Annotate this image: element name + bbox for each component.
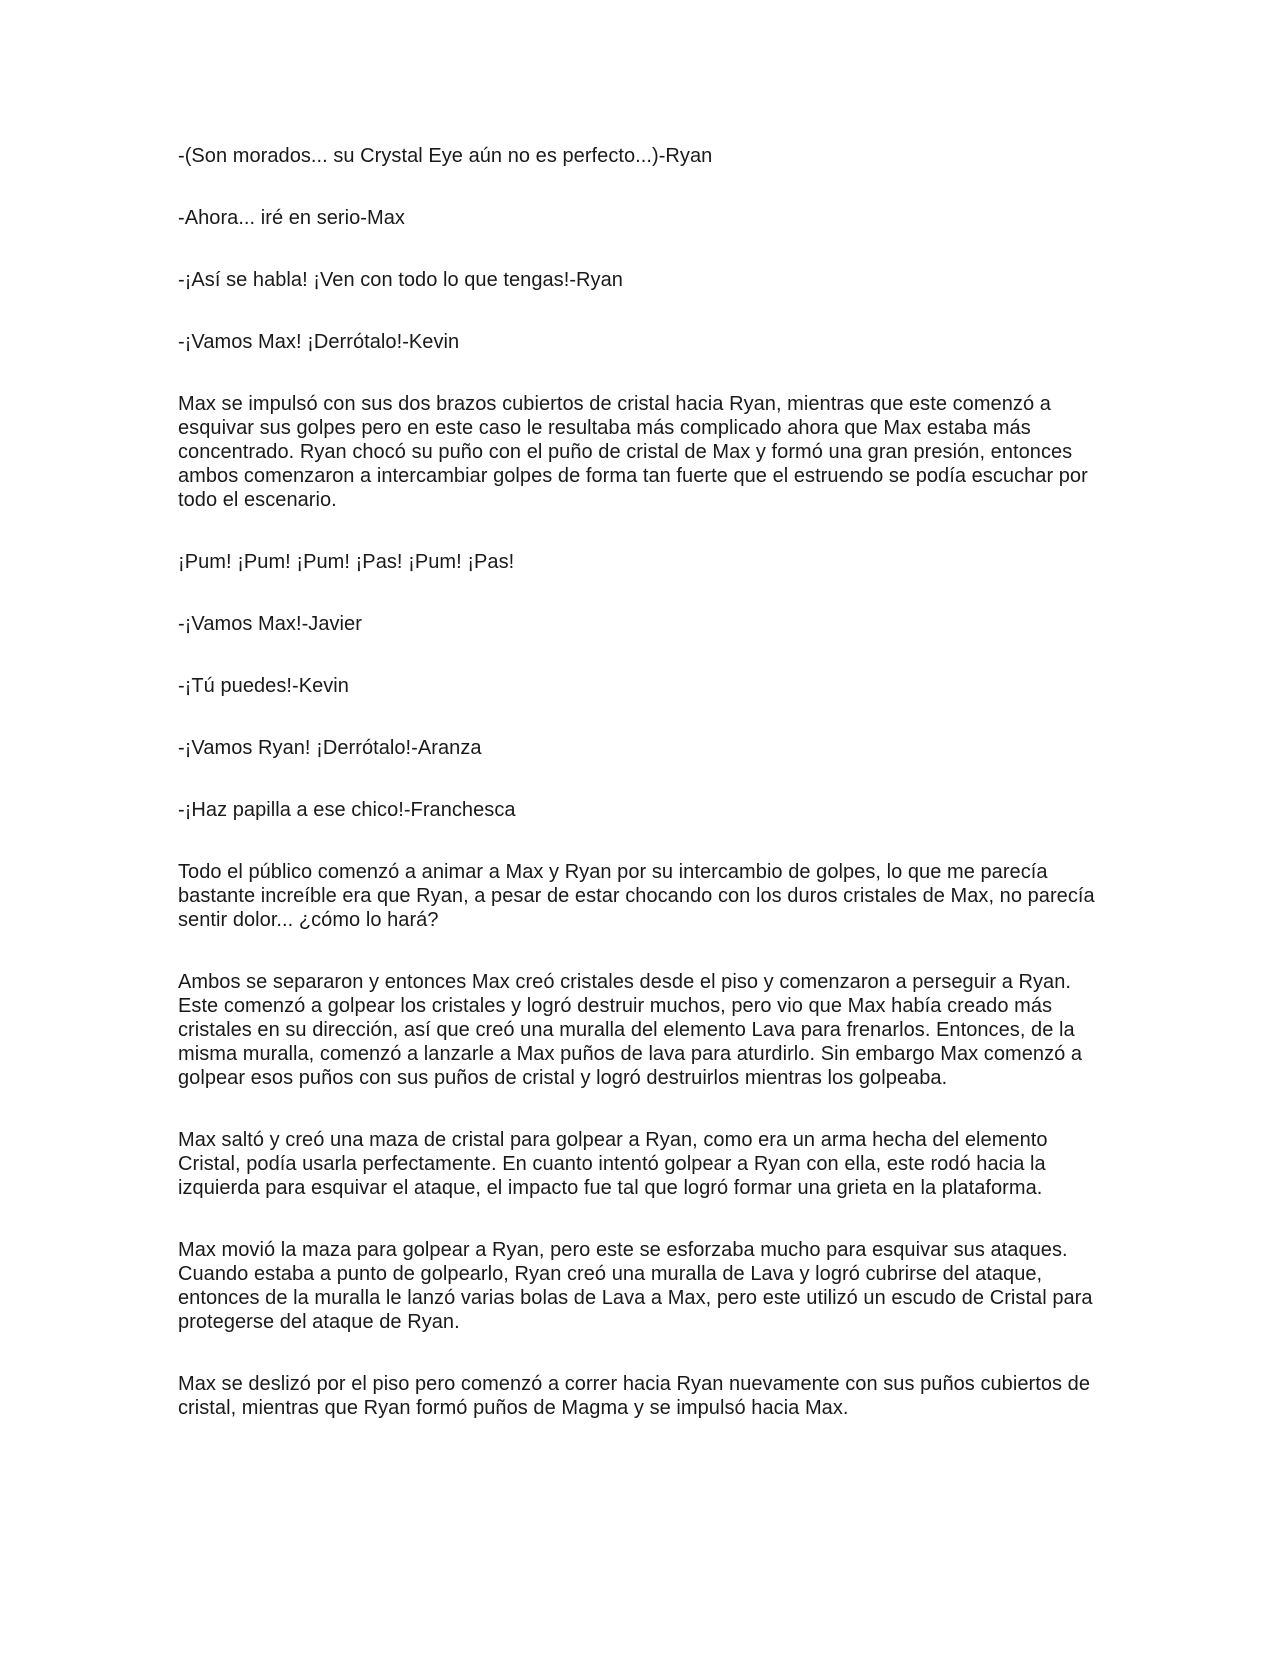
dialogue-line: -¡Haz papilla a ese chico!-Franchesca — [178, 799, 516, 821]
dialogue-line: -¡Vamos Max! ¡Derrótalo!-Kevin — [178, 331, 460, 353]
sound-effect-line: ¡Pum! ¡Pum! ¡Pum! ¡Pas! ¡Pum! ¡Pas! — [178, 551, 515, 573]
dialogue-line: -¡Tú puedes!-Kevin — [178, 675, 349, 697]
narrative-paragraph: Max saltó y creó una maza de cristal para golpear a Ryan, como era un arma hecha del elemento Cristal, podía usarla perfectamente. En cuanto intentó golpear a Ryan con ella, este rodó hacia la izquierda para esquivar el ataque, el impacto fue tal que logró formar una grieta en la plataforma. — [178, 1129, 1048, 1199]
dialogue-line: -Ahora... iré en serio-Max — [178, 207, 405, 229]
document-page — [178, 144, 1108, 1458]
narrative-paragraph: Ambos se separaron y entonces Max creó cristales desde el piso y comenzaron a perseguir a Ryan. Este comenzó a golpear los cristales y logró destruir muchos, pero vio que Max había creado más cristales en su dirección, así que creó una muralla del elemento Lava para frenarlos. Entonces, de la misma muralla, comenzó a lanzarle a Max puños de lava para aturdirlo. Sin embargo Max comenzó a golpear esos puños con sus puños de cristal y logró destruirlos mientras los golpeaba. — [178, 971, 1083, 1089]
narrative-paragraph: Max movió la maza para golpear a Ryan, pero este se esforzaba mucho para esquivar sus ataques. Cuando estaba a punto de golpearlo, Ryan creó una muralla de Lava y logró cubrirse del ataque, entonces de la muralla le lanzó varias bolas de Lava a Max, pero este utilizó un escudo de Cristal para protegerse del ataque de Ryan. — [178, 1239, 1093, 1333]
dialogue-line: -¡Vamos Ryan! ¡Derrótalo!-Aranza — [178, 737, 482, 759]
dialogue-line: -¡Así se habla! ¡Ven con todo lo que tengas!-Ryan — [178, 269, 623, 291]
dialogue-line: -(Son morados... su Crystal Eye aún no es perfecto...)-Ryan — [178, 145, 713, 167]
dialogue-line: -¡Vamos Max!-Javier — [178, 613, 362, 635]
narrative-paragraph: Max se impulsó con sus dos brazos cubiertos de cristal hacia Ryan, mientras que este comenzó a esquivar sus golpes pero en este caso le resultaba más complicado ahora que Max estaba más concentrado. Ryan chocó su puño con el puño de cristal de Max y formó una gran presión, entonces ambos comenzaron a intercambiar golpes de forma tan fuerte que el estruendo se podía escuchar por todo el escenario. — [178, 393, 1088, 511]
narrative-paragraph: Max se deslizó por el piso pero comenzó a correr hacia Ryan nuevamente con sus puños cubiertos de cristal, mientras que Ryan formó puños de Magma y se impulsó hacia Max. — [178, 1373, 1091, 1419]
narrative-paragraph: Todo el público comenzó a animar a Max y Ryan por su intercambio de golpes, lo que me parecía bastante increíble era que Ryan, a pesar de estar chocando con los duros cristales de Max, no parecía sentir dolor... ¿cómo lo hará? — [178, 861, 1095, 931]
